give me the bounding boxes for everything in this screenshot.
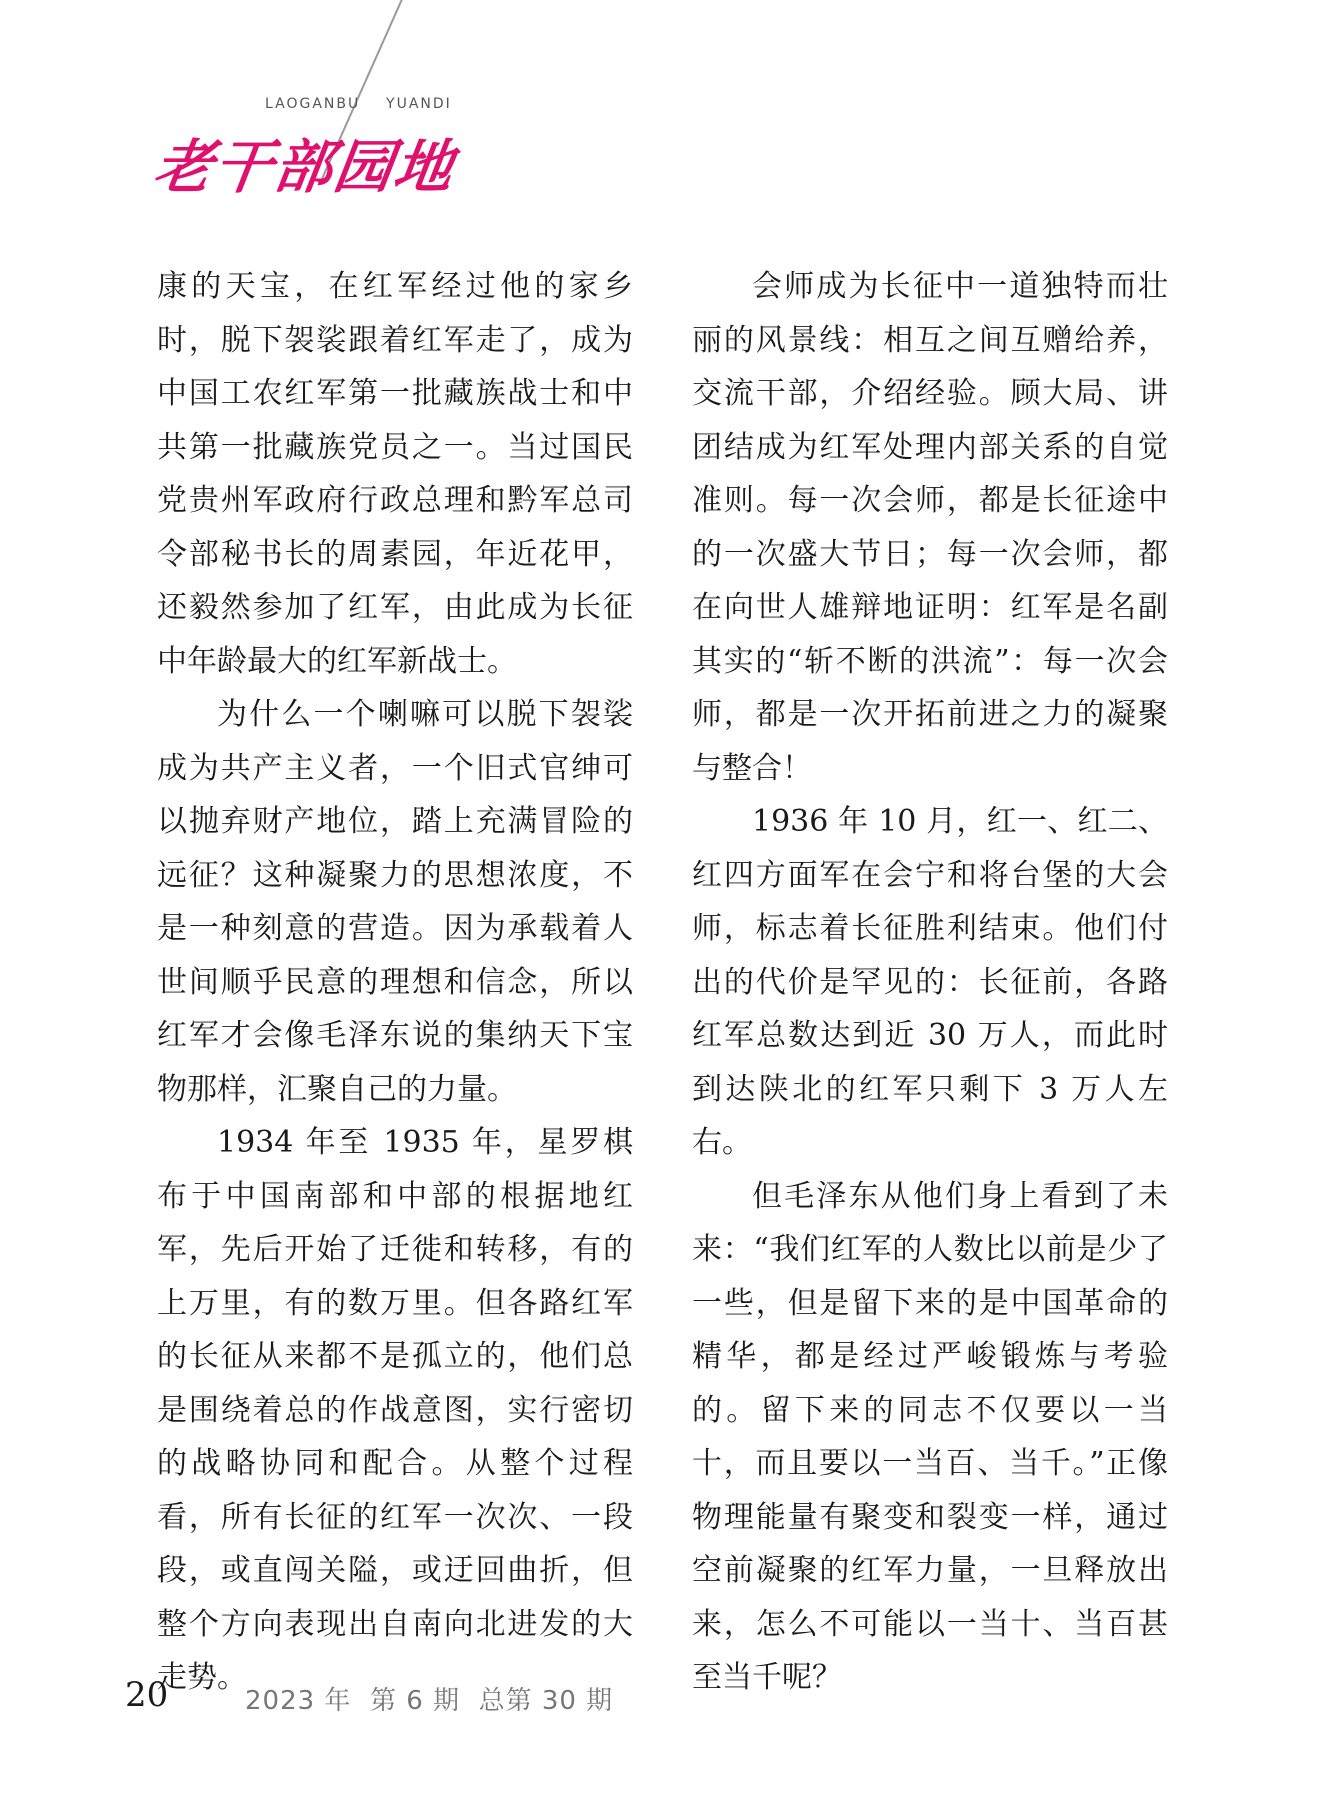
masthead-pinyin: LAOGANBU YUANDI [265, 96, 452, 112]
issue-info: 2023 年 第 6 期 总第 30 期 [245, 1686, 614, 1716]
paragraph: 1936 年 10 月，红一、红二、红四方面军在会宁和将台堡的大会师，标志着长征胜利结束。他们付出的代价是罕见的：长征前，各路红军总数达到近 30 万人，而此时到达陕北的红军只剩下 3 万人左右。 [692, 804, 1168, 1160]
paragraph: 但毛泽东从他们身上看到了未来：“我们红军的人数比以前是少了一些，但是留下来的是中国革命的精华，都是经过严峻锻炼与考验的。留下来的同志不仅要以一当十，而且要以一当百、当千。”正像物理能量有聚变和裂变一样，通过空前凝聚的红军力量，一旦释放出来，怎么不可能以一当十、当百甚至当千呢？ [692, 1178, 1168, 1695]
masthead-title: 老干部园地 [149, 133, 460, 201]
paragraph: 康的天宝，在红军经过他的家乡时，脱下袈裟跟着红军走了，成为中国工农红军第一批藏族战士和中共第一批藏族党员之一。当过国民党贵州军政府行政总理和黔军总司令部秘书长的周素园，年近花甲，还毅然参加了红军，由此成为长征中年龄最大的红军新战士。 [157, 269, 633, 679]
paragraph: 为什么一个喇嘛可以脱下袈裟成为共产主义者，一个旧式官绅可以抛弃财产地位，踏上充满冒险的远征？这种凝聚力的思想浓度，不是一种刻意的营造。因为承载着人世间顺乎民意的理想和信念，所以红军才会像毛泽东说的集纳天下宝物那样，汇聚自己的力量。 [157, 697, 633, 1107]
paragraph: 会师成为长征中一道独特而壮丽的风景线：相互之间互赠给养，交流干部，介绍经验。顾大局、讲团结成为红军处理内部关系的自觉准则。每一次会师，都是长征途中的一次盛大节日；每一次会师，都在向世人雄辩地证明：红军是名副其实的“斩不断的洪流”：每一次会师，都是一次开拓前进之力的凝聚与整合！ [692, 269, 1168, 786]
page-number: 20 [125, 1675, 169, 1715]
left-column [157, 260, 633, 1705]
paragraph: 1934 年至 1935 年，星罗棋布于中国南部和中部的根据地红军，先后开始了迁徙和转移，有的上万里，有的数万里。但各路红军的长征从来都不是孤立的，他们总是围绕着总的作战意图，实行密切的战略协同和配合。从整个过程看，所有长征的红军一次次、一段段，或直闯关隘，或迂回曲折，但整个方向表现出自南向北进发的大走势。 [157, 1125, 633, 1695]
right-column [692, 260, 1168, 1705]
